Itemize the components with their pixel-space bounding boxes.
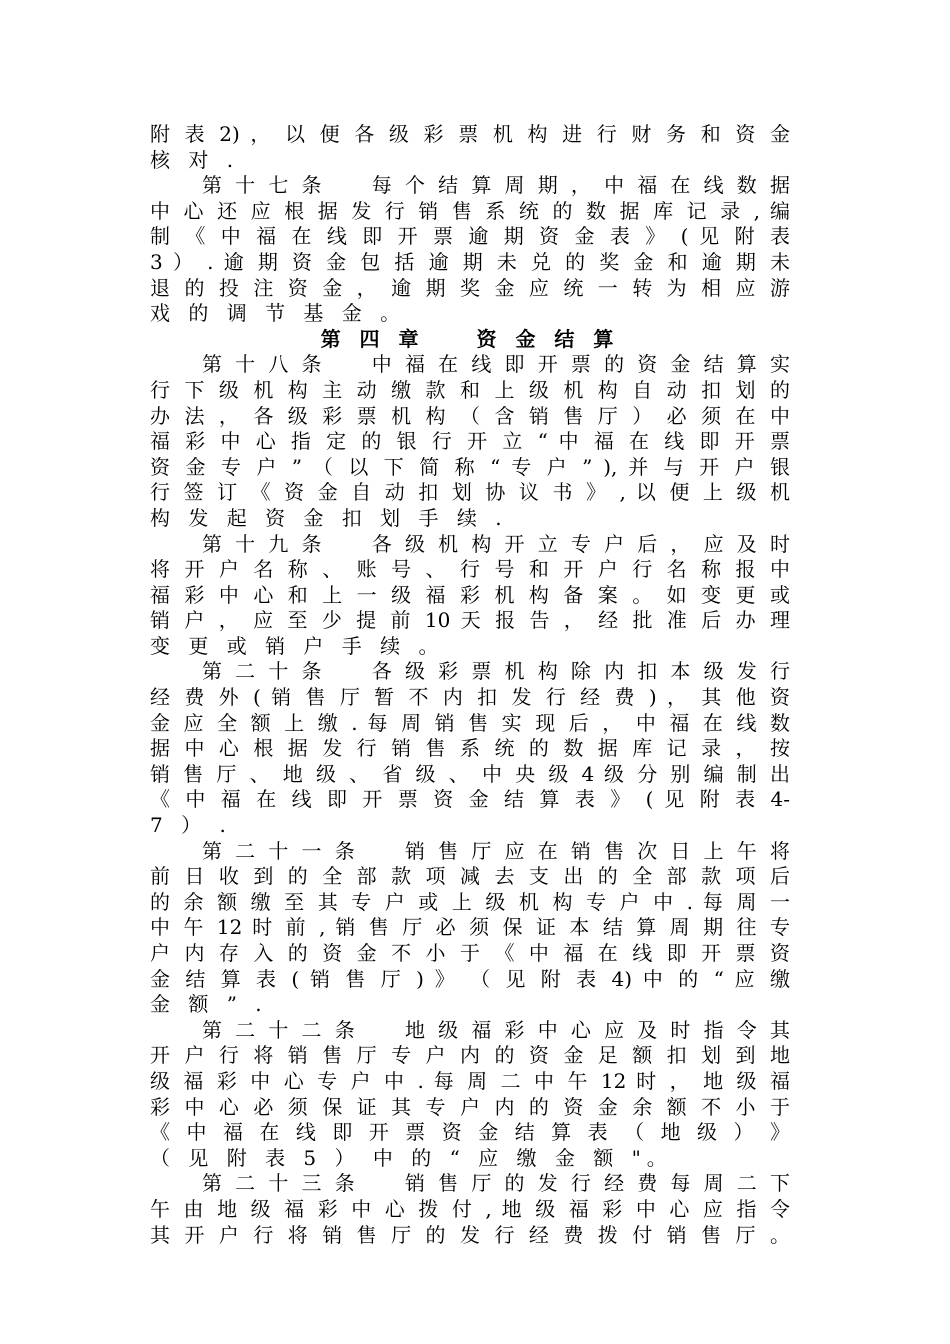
- paragraph-line: 级 福 彩 中 心 专 户 中 . 每 周 二 中 午 12 时 ， 地 级 福: [150, 1068, 790, 1093]
- paragraph-line: 前 日 收 到 的 全 部 款 项 减 去 支 出 的 全 部 款 项 后: [150, 864, 790, 889]
- paragraph-line: 金 应 全 额 上 缴 . 每 周 销 售 实 现 后 ， 中 福 在 线 数: [150, 710, 790, 735]
- paragraph-first-line: 第 二 十 三 条 销 售 厅 的 发 行 经 费 每 周 二 下: [202, 1171, 790, 1196]
- chapter-heading: 第 四 章 资 金 结 算: [320, 326, 620, 351]
- paragraph-first-line: 第 十 九 条 各 级 机 构 开 立 专 户 后 ， 应 及 时: [202, 531, 790, 556]
- paragraph-line: 行 签 订 《 资 金 自 动 扣 划 协 议 书 》 , 以 便 上 级 机: [150, 480, 790, 505]
- paragraph-line: 办 法 ， 各 级 彩 票 机 构 （ 含 销 售 厅 ） 必 须 在 中: [150, 403, 790, 428]
- paragraph-line: 附 表 2) ， 以 便 各 级 彩 票 机 构 进 行 财 务 和 资 金: [150, 122, 790, 146]
- paragraph-first-line: 第 十 七 条 每 个 结 算 周 期 ， 中 福 在 线 数 据: [202, 173, 790, 198]
- paragraph-line: 《 中 福 在 线 即 开 票 资 金 结 算 表 》 ( 见 附 表 4-: [150, 787, 790, 812]
- paragraph-line: 《 中 福 在 线 即 开 票 资 金 结 算 表 （ 地 级 ） 》: [150, 1120, 790, 1145]
- paragraph-line: 销 售 厅 、 地 级 、 省 级 、 中 央 级 4 级 分 别 编 制 出: [150, 761, 790, 786]
- paragraph-first-line: 第 十 八 条 中 福 在 线 即 开 票 的 资 金 结 算 实: [202, 352, 790, 377]
- paragraph-line: 的 余 额 缴 至 其 专 户 或 上 级 机 构 专 户 中 . 每 周 一: [150, 889, 790, 914]
- paragraph-line: 行 下 级 机 构 主 动 缴 款 和 上 级 机 构 自 动 扣 划 的: [150, 377, 790, 402]
- paragraph-line: 戏 的 调 节 基 金 。: [150, 301, 407, 326]
- paragraph-line: （ 见 附 表 5 ） 中 的 “ 应 缴 金 额 "。: [150, 1145, 673, 1170]
- paragraph-line: 彩 中 心 必 须 保 证 其 专 户 内 的 资 金 余 额 不 小 于: [150, 1094, 790, 1119]
- paragraph-line: 退 的 投 注 资 金 ， 逾 期 奖 金 应 统 一 转 为 相 应 游: [150, 275, 790, 300]
- paragraph-line: 金 额 ” .: [150, 992, 268, 1017]
- paragraph-line: 经 费 外 ( 销 售 厅 暂 不 内 扣 发 行 经 费 ) ， 其 他 资: [150, 685, 790, 710]
- paragraph-line: 制 《 中 福 在 线 即 开 票 逾 期 资 金 表 》 ( 见 附 表: [150, 224, 790, 249]
- paragraph-line: 变 更 或 销 户 手 续 。: [150, 633, 445, 658]
- paragraph-line: 3 ） . 逾 期 资 金 包 括 逾 期 未 兑 的 奖 金 和 逾 期 未: [150, 249, 790, 274]
- paragraph-line: 核 对 .: [150, 147, 240, 172]
- paragraph-line: 开 户 行 将 销 售 厅 专 户 内 的 资 金 足 额 扣 划 到 地: [150, 1043, 790, 1068]
- paragraph-line: 福 彩 中 心 和 上 一 级 福 彩 机 构 备 案 。 如 变 更 或: [150, 582, 790, 607]
- paragraph-line: 据 中 心 根 据 发 行 销 售 系 统 的 数 据 库 记 录 ， 按: [150, 736, 790, 761]
- paragraph-line: 金 结 算 表 ( 销 售 厅 ) 》 （ 见 附 表 4) 中 的 “ 应 缴: [150, 966, 790, 991]
- paragraph-line: 7 ） .: [150, 813, 232, 838]
- paragraph-line: 其 开 户 行 将 销 售 厅 的 发 行 经 费 拨 付 销 售 厅 。: [150, 1222, 790, 1247]
- paragraph-first-line: 第 二 十 一 条 销 售 厅 应 在 销 售 次 日 上 午 将: [202, 838, 790, 863]
- paragraph-first-line: 第 二 十 二 条 地 级 福 彩 中 心 应 及 时 指 令 其: [202, 1017, 790, 1042]
- paragraph-line: 户 内 存 入 的 资 金 不 小 于 《 中 福 在 线 即 开 票 资: [150, 941, 790, 965]
- paragraph-line: 福 彩 中 心 指 定 的 银 行 开 立 “ 中 福 在 线 即 开 票: [150, 429, 790, 454]
- paragraph-line: 销 户 ， 应 至 少 提 前 10 天 报 告 ， 经 批 准 后 办 理: [150, 608, 790, 633]
- paragraph-line: 午 由 地 级 福 彩 中 心 拨 付 , 地 级 福 彩 中 心 应 指 令: [150, 1196, 790, 1221]
- paragraph-line: 构 发 起 资 金 扣 划 手 续 .: [150, 505, 508, 530]
- paragraph-line: 中 午 12 时 前 , 销 售 厅 必 须 保 证 本 结 算 周 期 往 专: [150, 915, 790, 940]
- paragraph-first-line: 第 二 十 条 各 级 彩 票 机 构 除 内 扣 本 级 发 行: [202, 659, 790, 684]
- paragraph-line: 资 金 专 户 ” （ 以 下 简 称 “ 专 户 ” ), 并 与 开 户 银: [150, 454, 790, 479]
- paragraph-line: 中 心 还 应 根 据 发 行 销 售 系 统 的 数 据 库 记 录 , 编: [150, 198, 790, 223]
- document-page: [150, 122, 790, 1248]
- paragraph-line: 将 开 户 名 称 、 账 号 、 行 号 和 开 户 行 名 称 报 中: [150, 557, 790, 582]
